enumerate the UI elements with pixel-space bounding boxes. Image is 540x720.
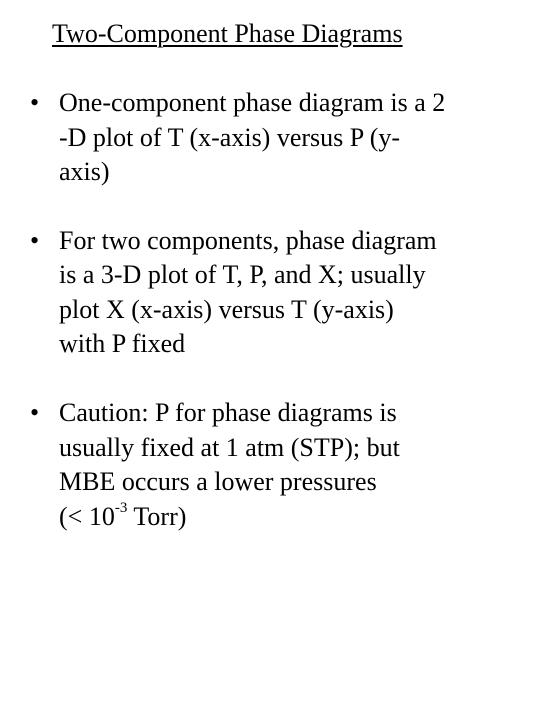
pressure-suffix: Torr)	[127, 501, 187, 531]
bullet-text	[59, 224, 530, 362]
pressure-exponent: -3	[114, 499, 128, 516]
bullet-line: Caution: P for phase diagrams is	[59, 398, 397, 428]
bullet-item-two-components	[30, 224, 530, 362]
pressure-line	[59, 500, 530, 535]
bullet-line: is a 3-D plot of T, P, and X; usually	[59, 260, 426, 290]
bullet-line: MBE occurs a lower pressures	[59, 467, 377, 497]
bullet-line: One-component phase diagram is a 2	[59, 88, 446, 117]
bullet-line: with P fixed	[59, 329, 186, 359]
bullet-line: For two components, phase diagram	[59, 225, 437, 255]
bullet-text	[59, 396, 530, 534]
bullet-line: plot X (x-axis) versus T (y-axis)	[59, 294, 394, 324]
bullet-line: usually fixed at 1 atm (STP); but	[59, 432, 400, 462]
bullet-item-one-component	[30, 86, 530, 190]
bullet-icon: •	[30, 88, 40, 117]
pressure-prefix: (< 10	[59, 501, 115, 531]
bullet-icon: •	[30, 225, 40, 255]
slide-title: Two-Component Phase Diagrams	[52, 19, 403, 48]
bullet-list	[30, 86, 530, 534]
bullet-line: -D plot of T (x-axis) versus P (y-	[59, 122, 401, 152]
bullet-icon: •	[30, 398, 40, 428]
bullet-text	[59, 86, 530, 190]
bullet-item-caution	[30, 396, 530, 534]
bullet-line: axis)	[59, 157, 110, 187]
